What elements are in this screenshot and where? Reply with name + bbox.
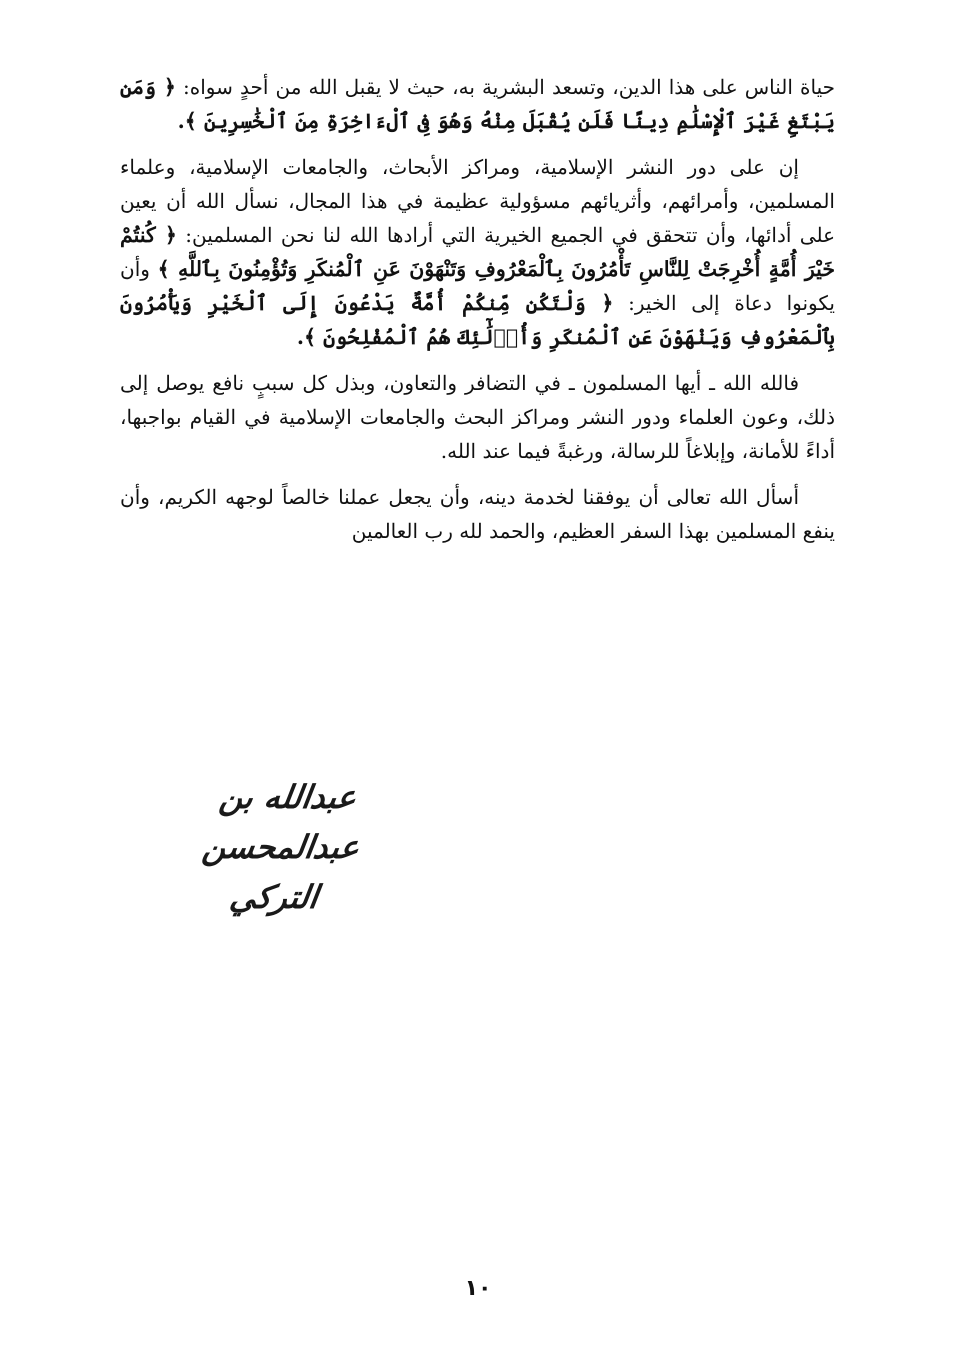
paragraph-intro-text: حياة الناس على هذا الدين، وتسعد البشرية به، حيث لا يقبل الله من أحدٍ سواه: bbox=[183, 75, 836, 99]
page-body bbox=[120, 70, 835, 560]
paragraph-responsibility-after: وأن يكونوا دعاة إلى الخير: bbox=[120, 257, 835, 315]
page-number: ١٠ bbox=[464, 1276, 492, 1301]
paragraph-responsibility-text: إن على دور النشر الإسلامية، ومراكز الأبحاث، والجامعات الإسلامية، وعلماء المسلمين، وأمرائهم، وأثريائهم مسؤولية عظيمة في هذا المجال، نسأل الله أن يعين على أدائها، وأن تتحقق في الجميع الخيرية التي أرادها الله لنا نحن المسلمين: bbox=[120, 155, 836, 247]
paragraph-cooperation-text: فالله الله ـ أيها المسلمون ـ في التضافر والتعاون، وبذل كل سببٍ نافع يوصل إلى ذلك، وعون العلماء ودور النشر ومراكز البحث والجامعات الإسلامية في القيام بواجبها، أداءً للأمانة، وإبلاغاً للرسالة، ورغبةً فيما عند الله. bbox=[120, 371, 835, 463]
paragraph-closing-text: أسأل الله تعالى أن يوفقنا لخدمة دينه، وأن يجعل عملنا خالصاً لوجهه الكريم، وأن ينفع المسلمين بهذا السفر العظيم، والحمد لله رب العالمين bbox=[120, 485, 835, 543]
paragraph-cooperation bbox=[120, 366, 835, 468]
paragraph-intro bbox=[120, 70, 835, 138]
quran-verse-1: ﴿ وَمَن يَبْتَغِ غَيْرَ ٱلْإِسْلَٰمِ دِينًا فَلَن يُقْبَلَ مِنْهُ وَهُوَ فِى ٱلْءَاخِرَةِ مِنَ ٱلْخَٰسِرِينَ ﴾. bbox=[120, 75, 835, 133]
paragraph-responsibility bbox=[120, 150, 835, 354]
quran-verse-3: ﴿ وَلْتَكُن مِّنكُمْ أُمَّةٌ يَدْعُونَ إِلَى ٱلْخَيْرِ وَيَأْمُرُونَ بِٱلْمَعْرُوفِ وَيَنْهَوْنَ عَنِ ٱلْمُنكَرِ وَأُو۟لَٰٓئِكَ هُمُ ٱلْمُفْلِحُونَ ﴾. bbox=[120, 291, 835, 349]
signature: عبدالله بن عبدالمحسن التركي bbox=[200, 778, 362, 916]
quran-verse-2: ﴿ كُنتُمْ خَيْرَ أُمَّةٍ أُخْرِجَتْ لِلنَّاسِ تَأْمُرُونَ بِٱلْمَعْرُوفِ وَتَنْهَوْنَ عَنِ ٱلْمُنكَرِ وَتُؤْمِنُونَ بِٱللَّهِ ﴾ bbox=[120, 223, 836, 281]
paragraph-closing bbox=[120, 480, 835, 548]
